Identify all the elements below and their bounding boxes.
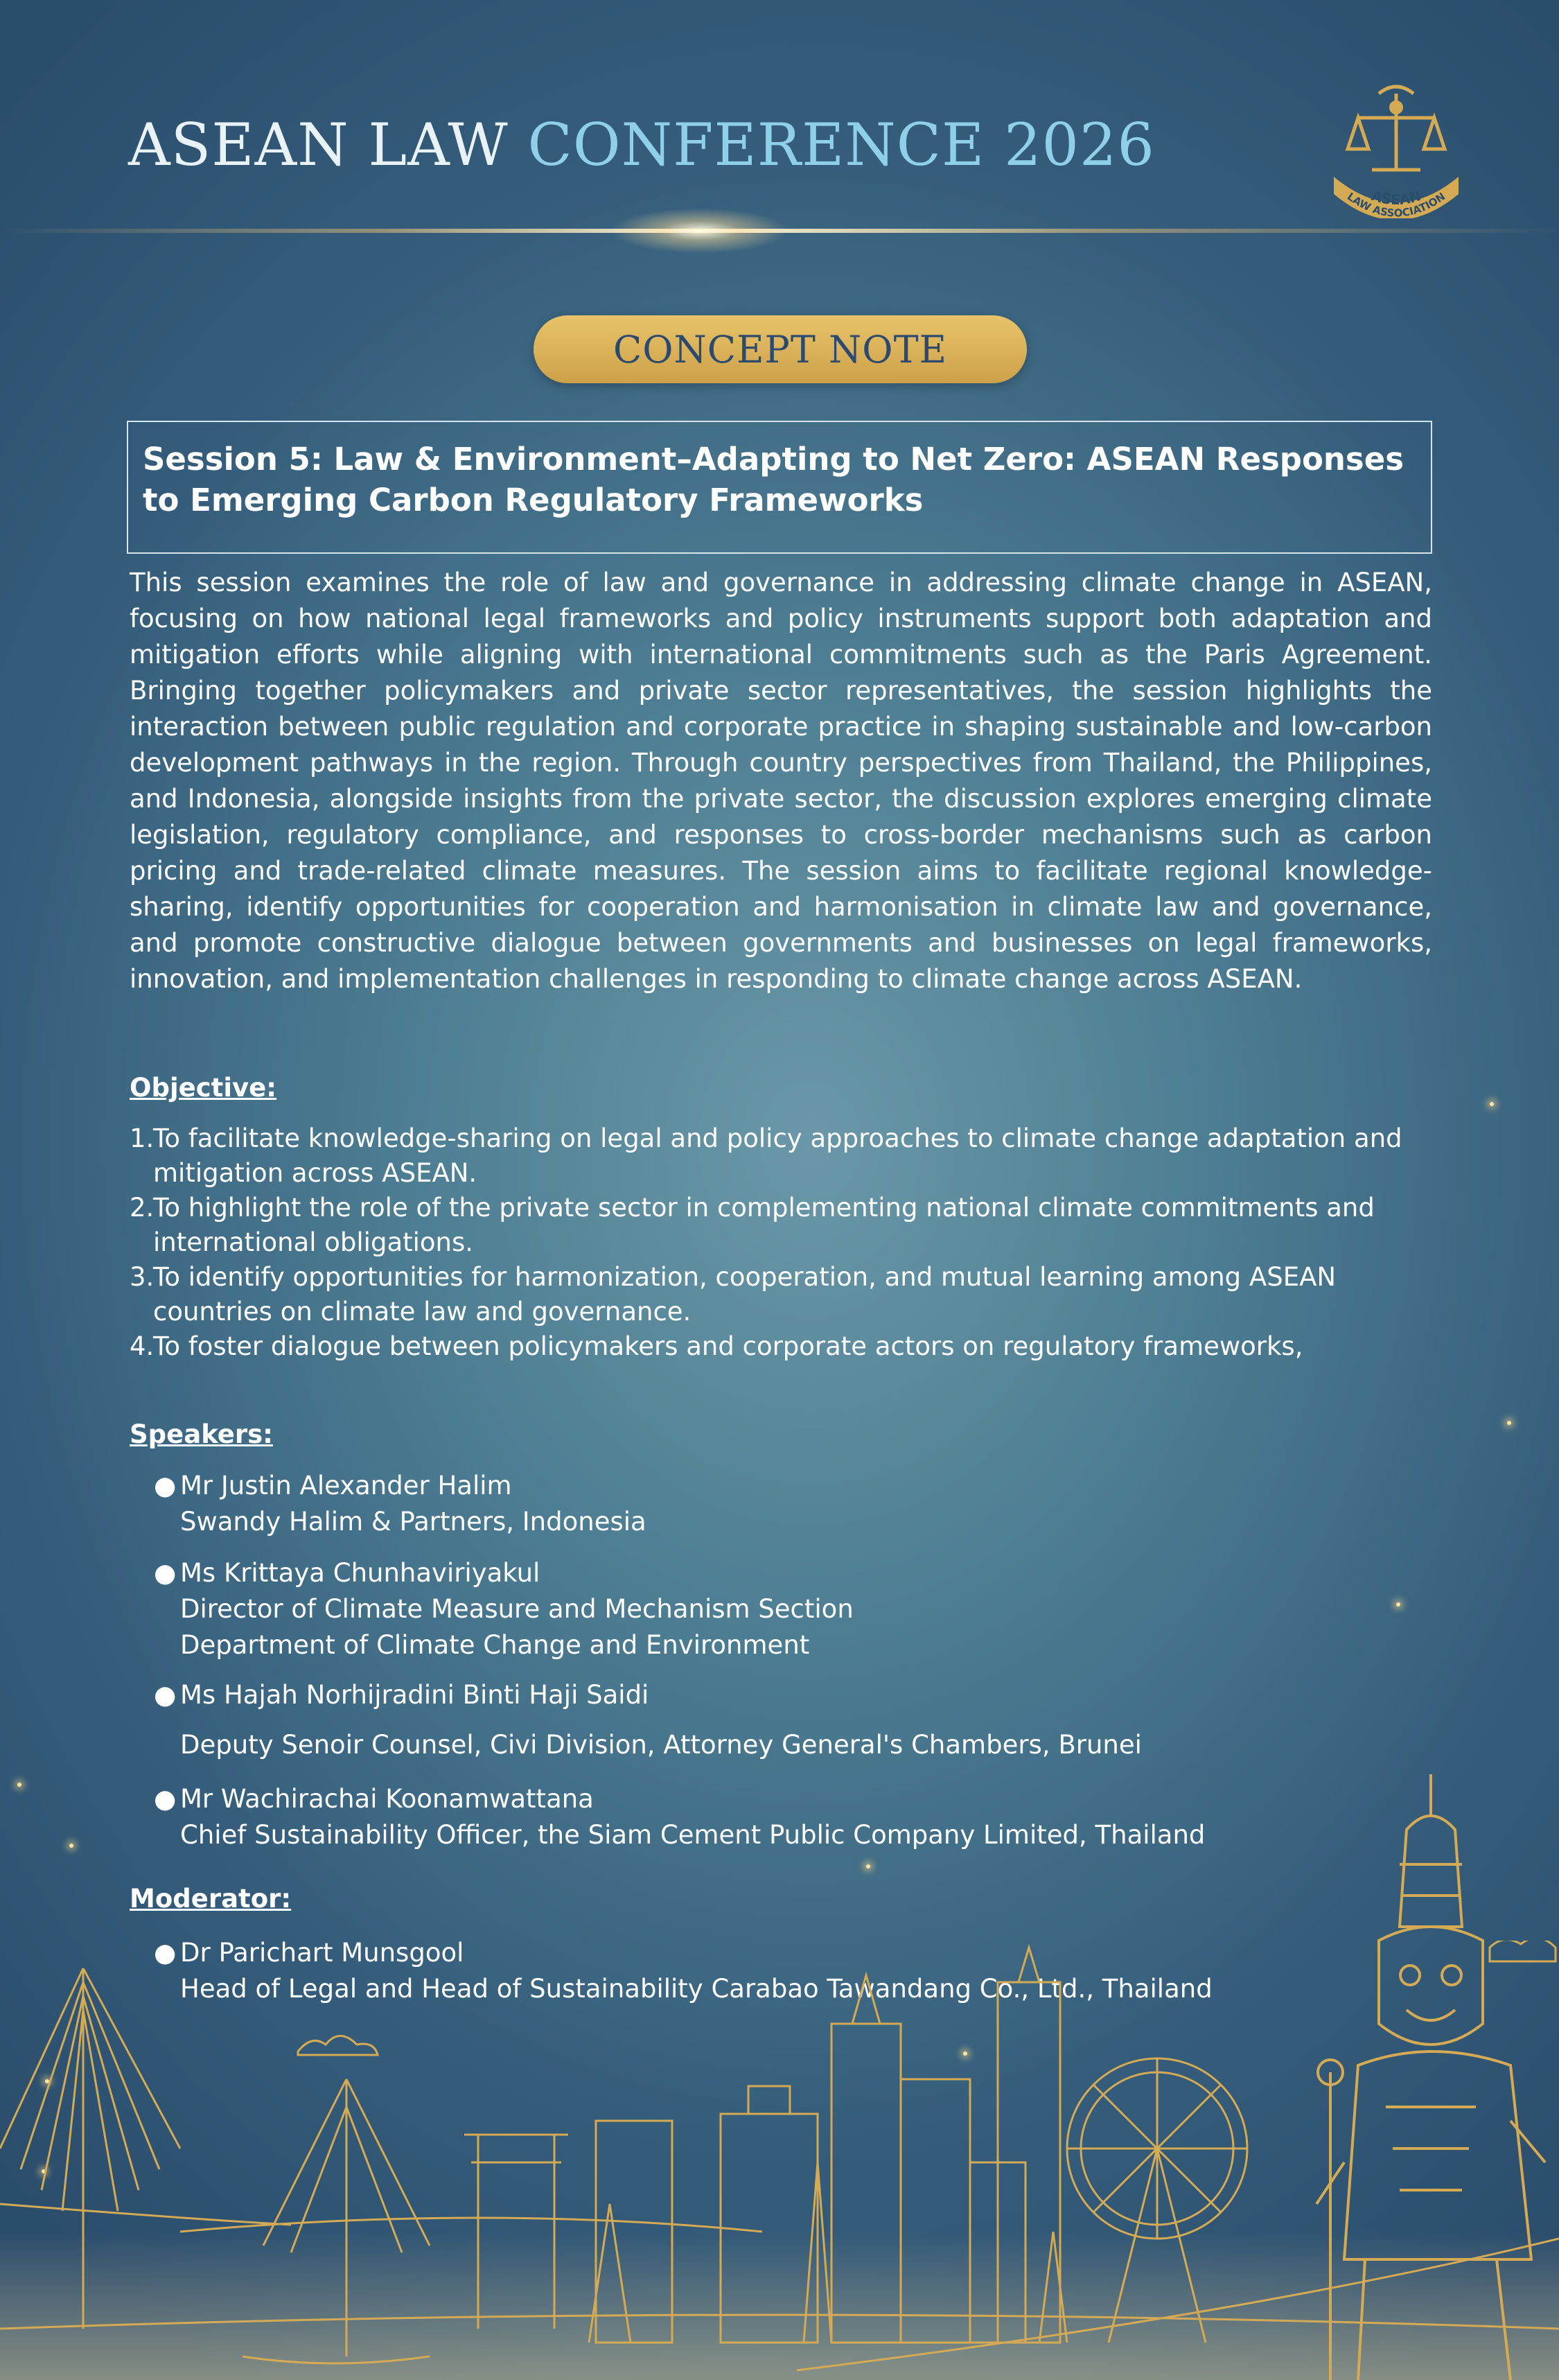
speaker-affiliation: Chief Sustainability Officer, the Siam Cement Public Company Limited, Thailand	[180, 1820, 1206, 1850]
objective-item	[130, 1121, 1446, 1191]
objective-number: 3.	[130, 1262, 155, 1292]
speaker-name: Mr Wachirachai Koonamwattana	[180, 1784, 594, 1814]
sparkle-icon	[69, 1844, 73, 1848]
objective-text: To highlight the role of the private sector in complementing national climate commitments and international obligations.	[153, 1193, 1375, 1257]
logo-bottom-text: LAW ASSOCIATION	[1344, 190, 1448, 218]
bullet-icon: ●	[154, 1471, 177, 1500]
sparkle-icon	[1507, 1421, 1511, 1425]
speaker-name: Ms Krittaya Chunhaviriyakul	[180, 1558, 540, 1588]
intro-paragraph: This session examines the role of law and governance in addressing climate change in ASEAN, focusing on how national legal frameworks and policy instruments support both adaptation and mitigation efforts while aligning with international commitments such as the Paris Agreement. Bringing together policymakers and private sector representatives, the session highlights the interaction between public regulation and corporate practice in shaping sustainable and low-carbon development pathways in the region. Through country perspectives from Thailand, the Philippines, and Indonesia, alongside insights from the private sector, the discussion explores emerging climate legislation, regulatory compliance, and responses to cross-border mechanisms such as carbon pricing and trade-related climate measures. The session aims to facilitate regional knowledge-sharing, identify opportunities for cooperation and harmonisation in climate law and governance, and promote constructive dialogue between governments and businesses on legal frameworks, innovation, and implementation challenges in responding to climate change across ASEAN.	[130, 568, 1432, 994]
title-part-2: CONFERENCE 2026	[527, 111, 1155, 179]
bullet-icon: ●	[154, 1558, 177, 1588]
moderator-affiliation: Head of Legal and Head of Sustainability Carabao Tawandang Co., Ltd., Thailand	[180, 1974, 1213, 2004]
objective-number: 4.	[130, 1331, 155, 1361]
speaker-item	[154, 1677, 1436, 1763]
sparkle-icon	[1490, 1102, 1494, 1106]
speaker-item	[154, 1468, 1436, 1540]
logo-top-text: ASEAN	[1369, 186, 1423, 209]
speaker-affiliation: Deputy Senoir Counsel, Civi Division, Attorney General's Chambers, Brunei	[180, 1730, 1142, 1760]
asean-law-association-logo	[1316, 80, 1476, 218]
objective-list	[130, 1121, 1446, 1364]
speakers-heading: Speakers:	[130, 1419, 273, 1449]
concept-note-badge	[534, 315, 1027, 383]
speaker-affiliation: Director of Climate Measure and Mechanism Section	[180, 1594, 854, 1624]
speaker-item	[154, 1555, 1436, 1663]
objective-item	[130, 1329, 1446, 1364]
objective-item	[130, 1191, 1446, 1260]
badge-label: CONCEPT NOTE	[613, 327, 948, 371]
bullet-icon: ●	[154, 1680, 177, 1710]
objective-text: To identify opportunities for harmonization, cooperation, and mutual learning among ASEAN countries on climate law and governance.	[153, 1262, 1337, 1327]
title-part-1: ASEAN LAW	[128, 111, 528, 179]
sparkle-icon	[17, 1783, 21, 1787]
speaker-affiliation: Department of Climate Change and Environment	[180, 1630, 810, 1660]
session-title-box	[127, 421, 1432, 554]
speaker-item	[154, 1781, 1436, 1853]
objective-text: To foster dialogue between policymakers and corporate actors on regulatory frameworks,	[153, 1331, 1303, 1361]
speaker-affiliation: Swandy Halim & Partners, Indonesia	[180, 1507, 646, 1537]
moderator-name: Dr Parichart Munsgool	[180, 1938, 464, 1968]
objective-number: 1.	[130, 1123, 155, 1153]
sparkle-icon	[1396, 1602, 1400, 1607]
moderator-heading: Moderator:	[130, 1884, 292, 1914]
bullet-icon: ●	[154, 1938, 177, 1968]
objective-item	[130, 1260, 1446, 1329]
objective-text: To facilitate knowledge-sharing on legal and policy approaches to climate change adaptation and mitigation across ASEAN.	[153, 1123, 1402, 1188]
conference-title	[128, 111, 1155, 179]
speaker-name: Ms Hajah Norhijradini Binti Haji Saidi	[180, 1680, 649, 1710]
guardian-statue-illustration	[1303, 1774, 1559, 2380]
header-light-flare	[610, 208, 790, 254]
sparkle-icon	[866, 1864, 870, 1869]
speaker-name: Mr Justin Alexander Halim	[180, 1471, 512, 1500]
bullet-icon: ●	[154, 1784, 177, 1814]
objective-heading: Objective:	[130, 1073, 277, 1103]
objective-number: 2.	[130, 1193, 155, 1223]
session-title: Session 5: Law & Environment–Adapting to Net Zero: ASEAN Responses to Emerging Carbon Regulatory Frameworks	[143, 441, 1404, 518]
